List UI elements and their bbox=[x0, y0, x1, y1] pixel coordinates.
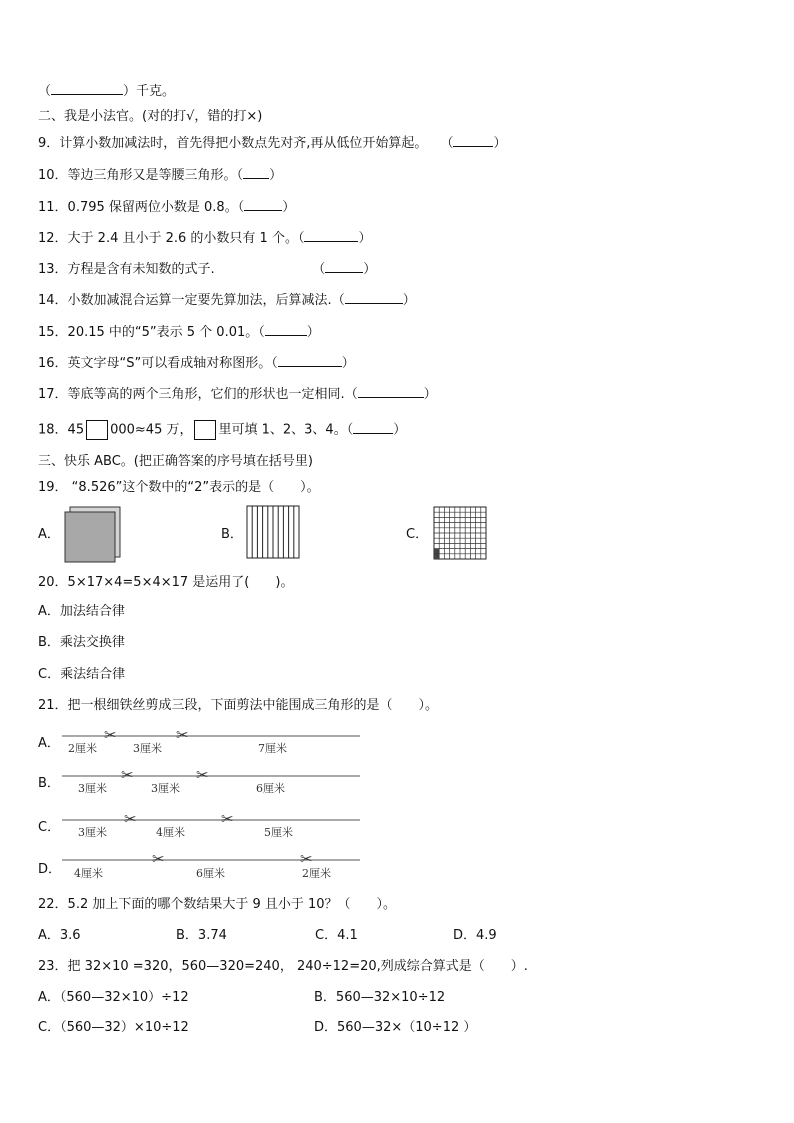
answer-blank[interactable] bbox=[345, 291, 403, 304]
segment-label: 5厘米 bbox=[264, 826, 293, 839]
scissors-icon: ✂ bbox=[152, 850, 165, 868]
answer-blank[interactable] bbox=[304, 229, 358, 242]
option-d[interactable]: D．4.9 bbox=[453, 928, 497, 943]
question-9: 9．计算小数加减法时，首先得把小数点先对齐,再从低位开始算起。 （ ） bbox=[38, 136, 507, 151]
question-20: 20．5×17×4=5×4×17 是运用了( )。 bbox=[38, 575, 294, 590]
segment-label: 3厘米 bbox=[151, 782, 180, 795]
question-18: 18．45 000≈45 万， 里可填 1、2、3、4。（ ） bbox=[38, 420, 406, 440]
digit-box[interactable] bbox=[194, 420, 216, 440]
option-a[interactable]: A．（560—32×10）÷12 bbox=[38, 990, 189, 1005]
hundredths-grid-figure bbox=[433, 506, 487, 560]
option-c[interactable]: C．4.1 bbox=[315, 928, 358, 943]
scissors-icon: ✂ bbox=[104, 726, 117, 744]
scissors-icon: ✂ bbox=[176, 726, 189, 744]
question-22: 22．5.2 加上下面的哪个数结果大于 9 且小于 10？（ ）。 bbox=[38, 897, 397, 912]
scissors-icon: ✂ bbox=[300, 850, 313, 868]
segment-label: 2厘米 bbox=[302, 867, 331, 880]
segment-label: 3厘米 bbox=[133, 742, 162, 755]
option-a[interactable]: A．3.6 bbox=[38, 928, 81, 943]
answer-blank[interactable] bbox=[453, 134, 493, 147]
segment-label: 3厘米 bbox=[78, 782, 107, 795]
segment-label: 3厘米 bbox=[78, 826, 107, 839]
question-10: 10．等边三角形又是等腰三角形。（ ） bbox=[38, 168, 283, 183]
wire-option-d[interactable]: D． 4厘米 6厘米 2厘米 ✂ ✂ bbox=[38, 850, 331, 880]
answer-blank[interactable] bbox=[265, 323, 307, 336]
segment-label: 4厘米 bbox=[74, 867, 103, 880]
wire-option-c[interactable]: C． 3厘米 4厘米 5厘米 ✂ ✂ bbox=[38, 810, 293, 839]
option-b[interactable]: B．560—32×10÷12 bbox=[314, 990, 446, 1005]
option-a[interactable]: A． bbox=[38, 527, 60, 542]
answer-blank[interactable] bbox=[358, 385, 424, 398]
option-c[interactable]: C．（560—32）×10÷12 bbox=[38, 1020, 189, 1035]
tenths-strips-figure bbox=[246, 505, 300, 559]
question-21: 21．把一根细铁丝剪成三段，下面剪法中能围成三角形的是（ ）。 bbox=[38, 698, 439, 713]
top-answer-line: （ ）千克。 bbox=[38, 84, 176, 99]
section2-title: 二、我是小法官。(对的打√，错的打×) bbox=[38, 109, 263, 124]
option-d[interactable]: D．560—32×（10÷12 ） bbox=[314, 1020, 477, 1035]
wire-option-a[interactable]: A． 2厘米 3厘米 7厘米 ✂ ✂ bbox=[38, 726, 287, 755]
segment-label: 7厘米 bbox=[258, 742, 287, 755]
answer-blank[interactable] bbox=[325, 260, 363, 273]
option-c[interactable]: C．乘法结合律 bbox=[38, 667, 126, 682]
option-c[interactable]: C． bbox=[406, 527, 429, 542]
question-19: 19． “8.526”这个数中的“2”表示的是（ ）。 bbox=[38, 480, 320, 495]
option-b[interactable]: B．3.74 bbox=[176, 928, 227, 943]
question-14: 14．小数加减混合运算一定要先算加法，后算减法.（ ） bbox=[38, 293, 416, 308]
answer-blank[interactable] bbox=[51, 82, 123, 95]
question-23: 23．把 32×10 =320，560—320=240， 240÷12=20,列成综合算式是（ ）. bbox=[38, 959, 528, 974]
question-13: 13．方程是含有未知数的式子. （ ） bbox=[38, 262, 377, 277]
square-full-figure bbox=[64, 506, 122, 564]
wire-option-b[interactable]: B． 3厘米 3厘米 6厘米 ✂ ✂ bbox=[38, 766, 285, 795]
question-12: 12．大于 2.4 且小于 2.6 的小数只有 1 个。（ ） bbox=[38, 231, 372, 246]
segment-label: 4厘米 bbox=[156, 826, 185, 839]
option-b[interactable]: B．乘法交换律 bbox=[38, 635, 125, 650]
scissors-icon: ✂ bbox=[196, 766, 209, 784]
question-17: 17．等底等高的两个三角形，它们的形状也一定相同.（ ） bbox=[38, 387, 437, 402]
answer-blank[interactable] bbox=[243, 166, 269, 179]
scissors-icon: ✂ bbox=[124, 810, 137, 828]
scissors-icon: ✂ bbox=[221, 810, 234, 828]
answer-blank[interactable] bbox=[244, 198, 282, 211]
segment-label: 6厘米 bbox=[256, 782, 285, 795]
answer-blank[interactable] bbox=[278, 354, 342, 367]
section3-title: 三、快乐 ABC。(把正确答案的序号填在括号里) bbox=[38, 454, 313, 469]
digit-box[interactable] bbox=[86, 420, 108, 440]
question-16: 16．英文字母“S”可以看成轴对称图形。（ ） bbox=[38, 356, 355, 371]
segment-label: 6厘米 bbox=[196, 867, 225, 880]
option-a[interactable]: A．加法结合律 bbox=[38, 604, 125, 619]
segment-label: 2厘米 bbox=[68, 742, 97, 755]
scissors-icon: ✂ bbox=[121, 766, 134, 784]
answer-blank[interactable] bbox=[353, 421, 393, 434]
question-11: 11．0.795 保留两位小数是 0.8。（ ） bbox=[38, 200, 296, 215]
option-b[interactable]: B． bbox=[221, 527, 243, 542]
question-15: 15．20.15 中的“5”表示 5 个 0.01。（ ） bbox=[38, 325, 320, 340]
